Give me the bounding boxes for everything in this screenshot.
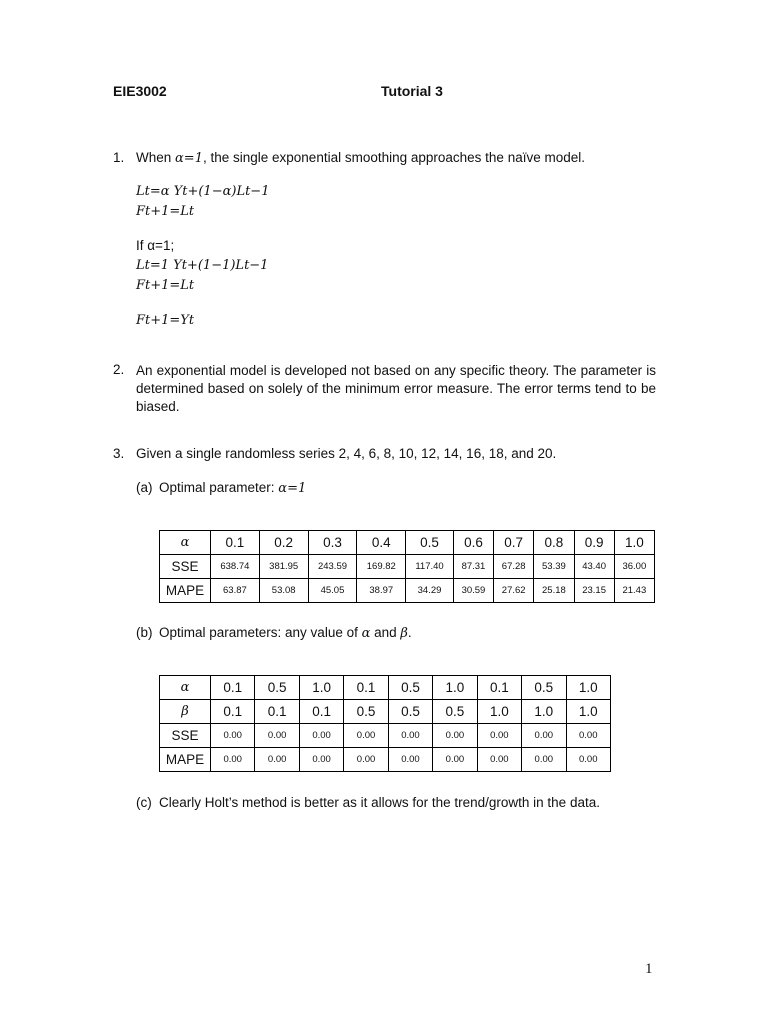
table-cell: 0.00 — [344, 724, 388, 748]
table-cell: 0.00 — [211, 748, 255, 772]
table-cell: 0.1 — [211, 700, 255, 724]
q3b-text: Optimal parameters: any value of α and β. — [159, 625, 412, 641]
table-cell: 87.31 — [453, 555, 493, 579]
table-cell: 0.1 — [299, 700, 343, 724]
table-cell: 25.18 — [534, 579, 574, 603]
table-cell: 1.0 — [522, 700, 566, 724]
q1-equation-4: Ft+1=Lt — [136, 278, 195, 293]
table-cell: 45.05 — [308, 579, 357, 603]
q3b-label: (b) — [136, 625, 153, 640]
q2-number: 2. — [113, 362, 125, 377]
table-cell: 0.00 — [299, 724, 343, 748]
page-title: Tutorial 3 — [381, 83, 443, 99]
table-cell: 0.00 — [211, 724, 255, 748]
table1-header-sse: SSE — [160, 555, 211, 579]
table-cell: 0.8 — [534, 531, 574, 555]
table-holt-method — [159, 675, 611, 772]
table2-row-alpha — [160, 676, 611, 700]
table1-row-mape — [160, 579, 655, 603]
table2-row-sse — [160, 724, 611, 748]
table-cell: 0.1 — [477, 676, 521, 700]
table-cell: 0.4 — [357, 531, 406, 555]
table-cell: 1.0 — [477, 700, 521, 724]
q3c-text: Clearly Holt’s method is better as it allows for the trend/growth in the data. — [159, 795, 600, 810]
table-cell: 63.87 — [211, 579, 260, 603]
table2-header-beta: β — [160, 700, 211, 724]
table-cell: 53.39 — [534, 555, 574, 579]
table-cell: 1.0 — [566, 700, 611, 724]
table-cell: 38.97 — [357, 579, 406, 603]
table-cell: 0.5 — [406, 531, 454, 555]
q1-equation-5: Ft+1=Yt — [136, 313, 195, 328]
q3a-text: Optimal parameter: α=1 — [159, 480, 307, 496]
table2-row-mape — [160, 748, 611, 772]
table-cell: 53.08 — [259, 579, 308, 603]
table-single-exponential — [159, 530, 655, 603]
table2-header-mape: MAPE — [160, 748, 211, 772]
q1-equation-1: Lt=α Yt+(1−α)Lt−1 — [136, 184, 270, 199]
q1-number: 1. — [113, 150, 125, 165]
table-cell: 0.5 — [344, 700, 388, 724]
table-cell: 1.0 — [433, 676, 477, 700]
table-cell: 34.29 — [406, 579, 454, 603]
course-code: EIE3002 — [113, 83, 167, 99]
table-cell: 0.00 — [477, 724, 521, 748]
q3c-label: (c) — [136, 795, 152, 810]
table-cell: 0.5 — [433, 700, 477, 724]
table1-row-sse — [160, 555, 655, 579]
table2-header-alpha: α — [160, 676, 211, 700]
table-cell: 0.5 — [388, 700, 432, 724]
q1-equation-3: Lt=1 Yt+(1−1)Lt−1 — [136, 258, 269, 273]
table-cell: 0.00 — [522, 748, 566, 772]
table-cell: 1.0 — [566, 676, 611, 700]
table-cell: 243.59 — [308, 555, 357, 579]
table-cell: 0.9 — [574, 531, 614, 555]
table-cell: 0.00 — [433, 724, 477, 748]
table-cell: 0.7 — [494, 531, 534, 555]
table-cell: 21.43 — [614, 579, 654, 603]
table-cell: 638.74 — [211, 555, 260, 579]
table-cell: 36.00 — [614, 555, 654, 579]
table-cell: 0.00 — [433, 748, 477, 772]
table-cell: 67.28 — [494, 555, 534, 579]
table-cell: 1.0 — [299, 676, 343, 700]
table-cell: 0.6 — [453, 531, 493, 555]
table-cell: 0.00 — [255, 748, 299, 772]
table-cell: 0.3 — [308, 531, 357, 555]
q2-text: An exponential model is developed not based on any specific theory. The parameter is determined based on solely of the minimum error measure. The error terms tend to be biased. — [136, 363, 656, 414]
table-cell: 0.00 — [255, 724, 299, 748]
table2-header-sse: SSE — [160, 724, 211, 748]
table-cell: 381.95 — [259, 555, 308, 579]
table-cell: 30.59 — [453, 579, 493, 603]
q1-if-line: If α=1; — [136, 238, 175, 253]
q1-equation-2: Ft+1=Lt — [136, 204, 195, 219]
q3-number: 3. — [113, 446, 125, 461]
table1-header-mape: MAPE — [160, 579, 211, 603]
table-cell: 0.5 — [255, 676, 299, 700]
table-cell: 117.40 — [406, 555, 454, 579]
table-cell: 0.00 — [388, 748, 432, 772]
table-cell: 0.5 — [388, 676, 432, 700]
q3-text: Given a single randomless series 2, 4, 6, 8, 10, 12, 14, 16, 18, and 20. — [136, 446, 557, 461]
table-cell: 1.0 — [614, 531, 654, 555]
table-cell: 0.1 — [211, 531, 260, 555]
table-cell: 0.1 — [255, 700, 299, 724]
table-cell: 43.40 — [574, 555, 614, 579]
table-cell: 0.2 — [259, 531, 308, 555]
table-cell: 0.5 — [522, 676, 566, 700]
table-cell: 27.62 — [494, 579, 534, 603]
table1-header-alpha: α — [160, 531, 211, 555]
table-cell: 23.15 — [574, 579, 614, 603]
table-cell: 0.00 — [344, 748, 388, 772]
table-cell: 0.00 — [522, 724, 566, 748]
table-cell: 0.1 — [344, 676, 388, 700]
table-cell: 0.00 — [566, 724, 611, 748]
table-cell: 0.1 — [211, 676, 255, 700]
table-cell: 0.00 — [299, 748, 343, 772]
table1-row-alpha — [160, 531, 655, 555]
table2-row-beta — [160, 700, 611, 724]
table-cell: 0.00 — [477, 748, 521, 772]
q3a-label: (a) — [136, 480, 153, 495]
table-cell: 169.82 — [357, 555, 406, 579]
page-number: 1 — [645, 961, 653, 977]
table-cell: 0.00 — [388, 724, 432, 748]
q1-intro: When α=1, the single exponential smoothing approaches the naïve model. — [136, 150, 585, 166]
table-cell: 0.00 — [566, 748, 611, 772]
